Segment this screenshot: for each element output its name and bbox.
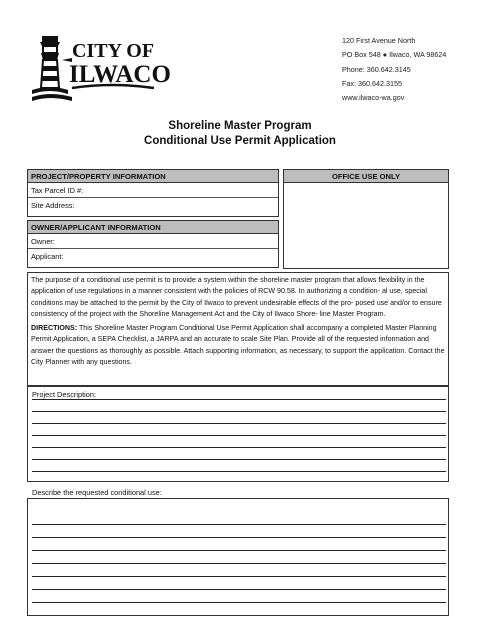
tax-parcel-field[interactable]: Tax Parcel ID #:: [28, 183, 278, 198]
city-logo: [32, 30, 172, 104]
address-line1: 120 First Avenue North: [342, 36, 416, 45]
address-block: [342, 34, 446, 105]
answer-line: [32, 435, 446, 436]
project-property-header: PROJECT/PROPERTY INFORMATION: [28, 170, 278, 183]
website: www.ilwaco-wa.gov: [342, 93, 405, 103]
purpose-text: The purpose of a conditional use permit is to provide a system within the shoreline master program that allows flexibility in the application of use regulations in a manner consistent with the policies of RCW 90.58. In authorizing a condition- al use, special conditions may be attached to the permit by the City of Ilwaco to prevent undesirable effects of the pro- posed use and/or to ensure consistency of the project with the Shoreline Management Act and the City of Ilwaco Shore- line Master Program.: [31, 276, 442, 318]
project-property-section: [27, 169, 279, 217]
answer-line: [32, 563, 446, 564]
answer-line: [32, 459, 446, 460]
answer-line: [32, 537, 446, 538]
fax: Fax: 360.642.3155: [342, 78, 402, 88]
logo-text-bottom: ILWACO: [69, 61, 171, 88]
owner-applicant-section: [27, 220, 279, 268]
answer-line: [32, 471, 446, 472]
address-line2: PO Box 548 ● Ilwaco, WA 98624: [342, 50, 447, 60]
site-address-field[interactable]: Site Address:: [31, 201, 75, 210]
answer-line: [32, 399, 446, 400]
logo-text-top: CITY OF: [72, 40, 155, 62]
conditional-use-box[interactable]: [27, 498, 449, 616]
project-description-box[interactable]: [27, 386, 449, 482]
answer-line: [32, 589, 446, 590]
purpose-section: [27, 272, 449, 386]
applicant-field[interactable]: Applicant:: [31, 252, 64, 261]
page-subtitle: Conditional Use Permit Application: [144, 135, 336, 147]
page-title: Shoreline Master Program: [168, 120, 312, 132]
answer-line: [32, 423, 446, 424]
directions-label: DIRECTIONS:: [31, 324, 78, 333]
directions-paragraph: [28, 320, 448, 368]
owner-field[interactable]: Owner:: [28, 234, 278, 249]
directions-text: This Shoreline Master Program Conditional Use Permit Application shall accompany a completed Master Planning Permit Application, a SEPA Checklist, a JARPA and an accurate to scale Site Plan. Provide all of the requested information and answer the questions as thoroughly as possible. Attach supporting information, as necessary, to support the application. Contact the City Planner with any questions.: [31, 324, 445, 367]
phone: Phone: 360.642.3145: [342, 64, 411, 74]
answer-line: [32, 576, 446, 577]
conditional-use-label: Describe the requested conditional use:: [32, 488, 162, 497]
project-description-label: Project Description:: [32, 390, 97, 399]
answer-line: [32, 602, 446, 603]
answer-line: [32, 524, 446, 525]
office-use-section: [283, 169, 449, 269]
answer-line: [32, 411, 446, 412]
answer-line: [32, 447, 446, 448]
answer-line: [32, 550, 446, 551]
owner-applicant-header: OWNER/APPLICANT INFORMATION: [28, 221, 278, 234]
office-use-header: OFFICE USE ONLY: [284, 170, 448, 183]
